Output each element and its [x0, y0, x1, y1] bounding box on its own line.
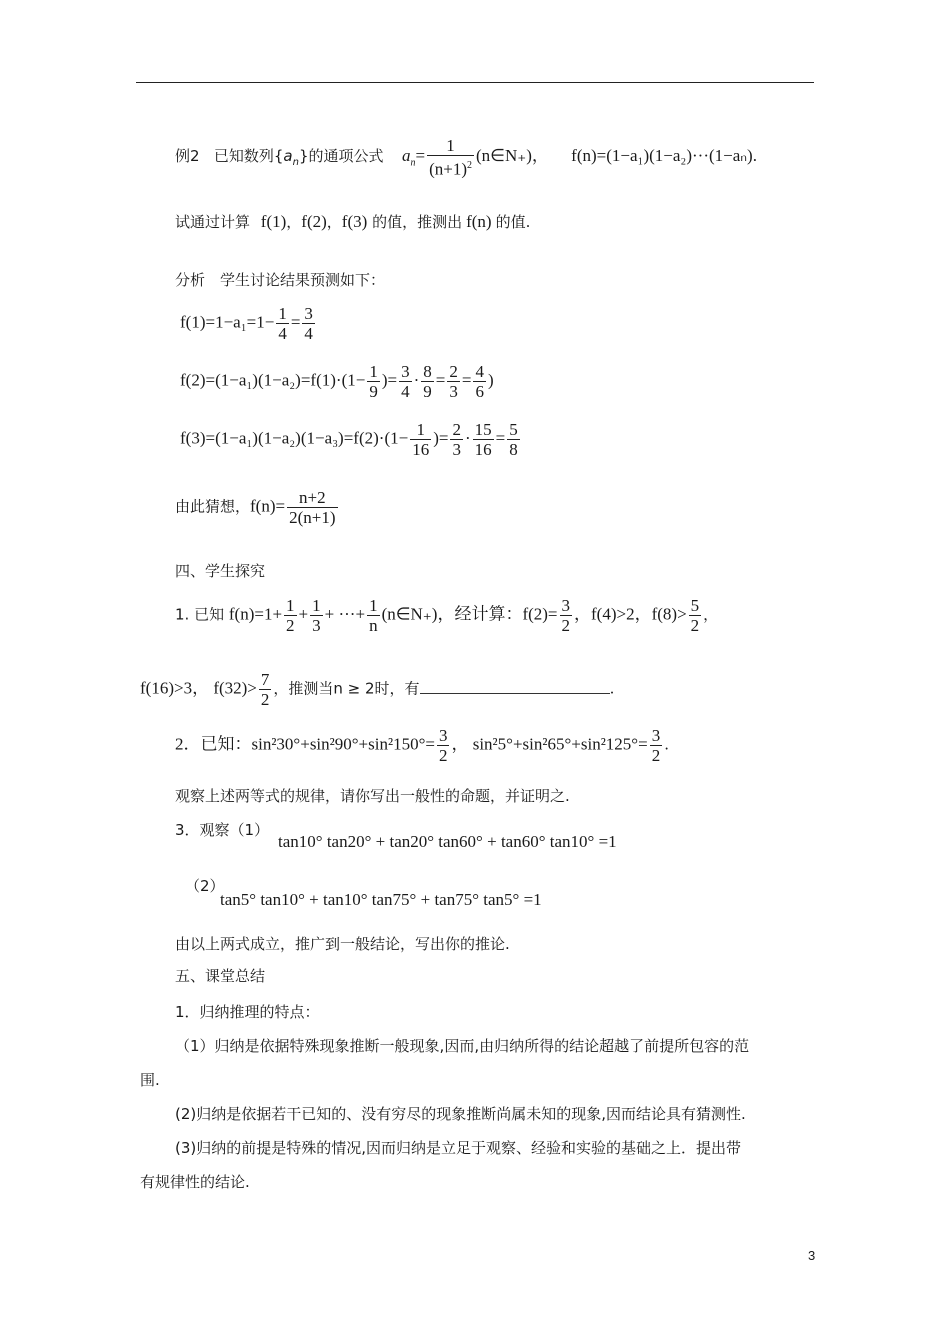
- summary-p2b: 围.: [140, 1071, 160, 1089]
- analysis-line-2: f(2)=(1−a₁)(1−a₂)=f(1)·(1− $\frac{1}{9}$ )= $\frac{3}{4}$ · $\frac{8}{9}$ = $\frac{2}{3}$ = $\frac{4}{6}$ ): [180, 362, 494, 401]
- conjecture: 由此猜想，f(n)= $\frac{n+2}{2(n+1)}$: [175, 488, 336, 527]
- question-3-label: 3．观察（1）: [175, 821, 270, 839]
- section-4-title: 四、学生探究: [175, 562, 266, 580]
- question-3-eq1: tan10° tan20° + tan20° tan60° + tan60° tan10° =1: [278, 832, 617, 851]
- header-rule: [136, 82, 814, 83]
- answer-blank[interactable]: [420, 679, 610, 694]
- example-line: 例2 已知数列$\{a_n\}$的通项公式: [175, 147, 384, 168]
- question-3-label-2: （2）: [185, 877, 225, 895]
- analysis-line-3: f(3)=(1−a₁)(1−a₂)(1−a₃)=f(2)·(1− $\frac{1}{16}$ )= $\frac{2}{3}$ · $\frac{15}{16}$ = $\frac{5}{8}$: [180, 420, 518, 459]
- question-3-eq2: tan5° tan10° + tan10° tan75° + tan75° tan5° =1: [220, 890, 542, 909]
- analysis-label: 分析 学生讨论结果预测如下：: [175, 271, 386, 289]
- fraction: $\frac{1}{(n+1)^2}$: [429, 136, 473, 179]
- question-2: 2．已知：sin²30°+sin²90°+sin²150°= $\frac{3}{2}$ ， sin²5°+sin²65°+sin²125°= $\frac{3}{2}$ .: [175, 726, 669, 765]
- question-1: 1. 已知 f(n)=1+ $\frac{1}{2}$ + $\frac{1}{3}$ + ···+ $\frac{1}{n}$ (n∈N₊)，经计算：f(2)= $\frac{3}{2}$ ，f(4)>2，f(8)> $\frac{5}{2}$ ，: [175, 596, 719, 635]
- summary-p4: (3)归纳的前提是特殊的情况,因而归纳是立足于观察、经验和实验的基础之上．提出带: [175, 1139, 742, 1157]
- example-label: 例2: [175, 147, 200, 165]
- section-5-title: 五、课堂总结: [175, 967, 266, 985]
- sequence-formula: $a_n=$ $\frac{1}{(n+1)^2}$ (n∈N₊)， f(n)=(1−a₁)(1−a₂)···(1−aₙ).: [402, 136, 757, 179]
- summary-p2: （1）归纳是依据特殊现象推断一般现象,因而,由归纳所得的结论超越了前提所包容的范: [175, 1037, 750, 1055]
- question-1-cont: f(16)>3， f(32)> $\frac{7}{2}$ ，推测当n ≥ 2时，有 .: [140, 670, 615, 709]
- page-number: 3: [808, 1248, 816, 1263]
- example-task: 试通过计算 f(1)，f(2)，f(3) 的值，推测出 f(n) 的值.: [175, 212, 531, 231]
- summary-p4b: 有规律性的结论.: [140, 1173, 250, 1191]
- question-2-text: 观察上述两等式的规律，请你写出一般性的命题，并证明之.: [175, 787, 570, 805]
- question-3-text: 由以上两式成立，推广到一般结论，写出你的推论.: [175, 935, 510, 953]
- analysis-line-1: f(1)=1−a₁=1− $\frac{1}{4}$ = $\frac{3}{4}$: [180, 304, 313, 343]
- summary-p3: (2)归纳是依据若干已知的、没有穷尽的现象推断尚属未知的现象,因而结论具有猜测性.: [175, 1105, 746, 1123]
- summary-p1: 1．归纳推理的特点：: [175, 1003, 320, 1021]
